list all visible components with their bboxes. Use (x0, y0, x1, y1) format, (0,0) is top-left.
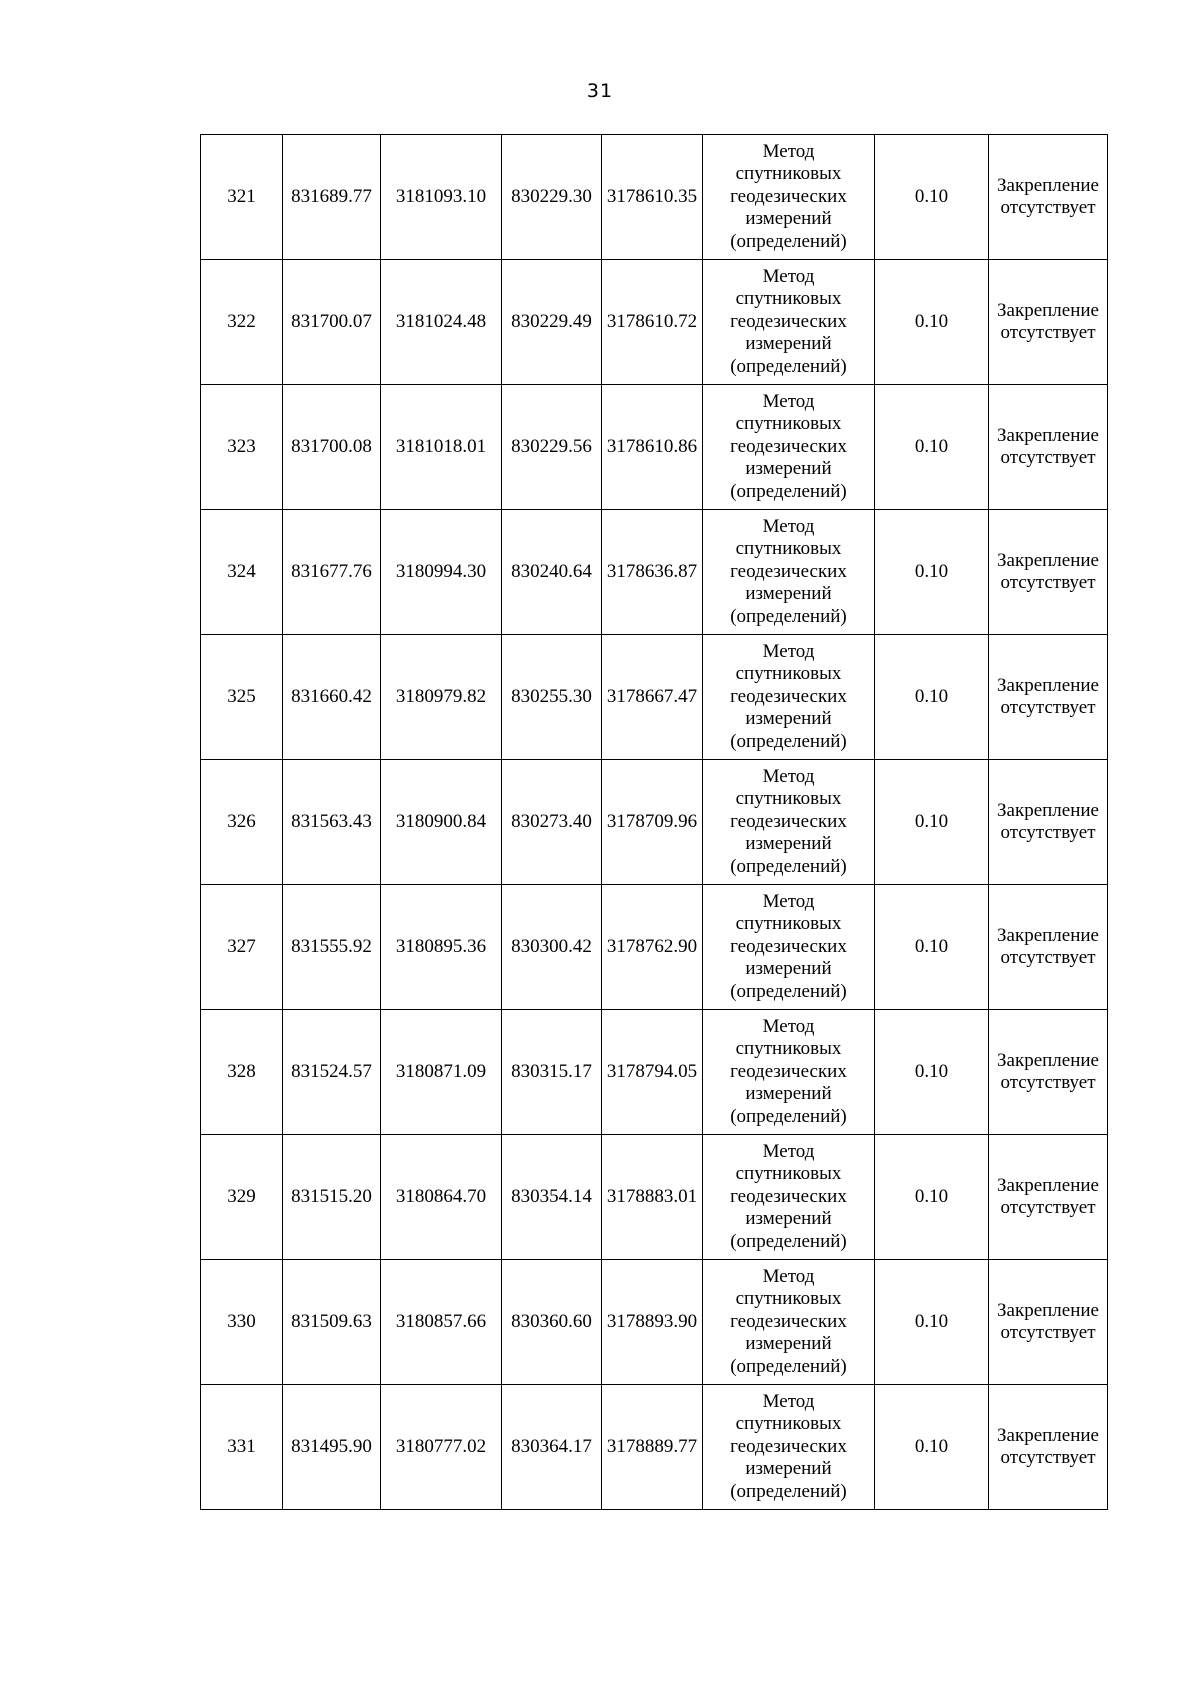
x1-coordinate-cell: 831677.76 (283, 510, 381, 635)
method-text-line: спутниковых (735, 413, 842, 435)
point-number-cell: 321 (201, 135, 283, 260)
y1-coordinate-cell: 3180895.36 (381, 885, 502, 1010)
method-text-line: (определений) (730, 855, 847, 877)
method-text-line: геодезических (730, 1185, 847, 1207)
x2-coordinate-cell: 830315.17 (502, 1010, 602, 1135)
fixing-text-line: отсутствует (1000, 572, 1096, 593)
y2-coordinate-cell: 3178762.90 (602, 885, 703, 1010)
method-text-line: измерений (745, 458, 832, 480)
y1-coordinate-cell: 3181093.10 (381, 135, 502, 260)
method-text-line: измерений (745, 208, 832, 230)
method-text-line: измерений (745, 833, 832, 855)
y2-coordinate-cell: 3178883.01 (602, 1135, 703, 1260)
fixing-cell (989, 385, 1108, 510)
fixing-cell (989, 635, 1108, 760)
x2-coordinate-cell: 830360.60 (502, 1260, 602, 1385)
method-text-line: (определений) (730, 1230, 847, 1252)
accuracy-cell: 0.10 (875, 1385, 989, 1510)
method-text-line: спутниковых (735, 1288, 842, 1310)
table-row (201, 1385, 1108, 1510)
table-row (201, 510, 1108, 635)
method-text-line: измерений (745, 958, 832, 980)
fixing-text-line: Закрепление (997, 174, 1099, 196)
y2-coordinate-cell: 3178709.96 (602, 760, 703, 885)
x2-coordinate-cell: 830354.14 (502, 1135, 602, 1260)
table-row (201, 1135, 1108, 1260)
method-text-line: геодезических (730, 935, 847, 957)
fixing-text-line: отсутствует (1000, 197, 1096, 218)
method-text-line: измерений (745, 1083, 832, 1105)
y1-coordinate-cell: 3180871.09 (381, 1010, 502, 1135)
method-cell (703, 760, 875, 885)
method-cell (703, 385, 875, 510)
method-text-line: Метод (762, 765, 815, 787)
x1-coordinate-cell: 831509.63 (283, 1260, 381, 1385)
fixing-text-line: Закрепление (997, 1424, 1099, 1446)
accuracy-cell: 0.10 (875, 135, 989, 260)
x1-coordinate-cell: 831555.92 (283, 885, 381, 1010)
point-number-cell: 324 (201, 510, 283, 635)
method-text-line: спутниковых (735, 663, 842, 685)
fixing-cell (989, 135, 1108, 260)
method-text-line: Метод (762, 640, 815, 662)
y1-coordinate-cell: 3181018.01 (381, 385, 502, 510)
fixing-text-line: отсутствует (1000, 1447, 1096, 1468)
method-text-line: геодезических (730, 1435, 847, 1457)
x1-coordinate-cell: 831524.57 (283, 1010, 381, 1135)
point-number-cell: 326 (201, 760, 283, 885)
method-text-line: измерений (745, 1333, 832, 1355)
accuracy-cell: 0.10 (875, 260, 989, 385)
fixing-text-line: отсутствует (1000, 1072, 1096, 1093)
y1-coordinate-cell: 3180857.66 (381, 1260, 502, 1385)
method-text-line: спутниковых (735, 913, 842, 935)
method-text-line: геодезических (730, 810, 847, 832)
method-text-line: Метод (762, 1265, 815, 1287)
fixing-cell (989, 260, 1108, 385)
y2-coordinate-cell: 3178636.87 (602, 510, 703, 635)
method-text-line: измерений (745, 1208, 832, 1230)
method-text-line: Метод (762, 390, 815, 412)
method-cell (703, 885, 875, 1010)
accuracy-cell: 0.10 (875, 1260, 989, 1385)
y2-coordinate-cell: 3178610.72 (602, 260, 703, 385)
fixing-text-line: отсутствует (1000, 822, 1096, 843)
fixing-text-line: отсутствует (1000, 1197, 1096, 1218)
x2-coordinate-cell: 830229.49 (502, 260, 602, 385)
point-number-cell: 323 (201, 385, 283, 510)
fixing-text-line: Закрепление (997, 424, 1099, 446)
table-row (201, 135, 1108, 260)
accuracy-cell: 0.10 (875, 760, 989, 885)
fixing-text-line: отсутствует (1000, 1322, 1096, 1343)
point-number-cell: 327 (201, 885, 283, 1010)
point-number-cell: 325 (201, 635, 283, 760)
method-cell (703, 1010, 875, 1135)
fixing-text-line: Закрепление (997, 1299, 1099, 1321)
table-row (201, 1260, 1108, 1385)
method-cell (703, 510, 875, 635)
point-number-cell: 322 (201, 260, 283, 385)
method-text-line: Метод (762, 265, 815, 287)
method-text-line: (определений) (730, 355, 847, 377)
x2-coordinate-cell: 830273.40 (502, 760, 602, 885)
table-row (201, 1010, 1108, 1135)
fixing-text-line: Закрепление (997, 1049, 1099, 1071)
method-text-line: геодезических (730, 1060, 847, 1082)
fixing-text-line: отсутствует (1000, 947, 1096, 968)
y2-coordinate-cell: 3178794.05 (602, 1010, 703, 1135)
method-text-line: Метод (762, 890, 815, 912)
method-text-line: спутниковых (735, 538, 842, 560)
accuracy-cell: 0.10 (875, 385, 989, 510)
x2-coordinate-cell: 830300.42 (502, 885, 602, 1010)
accuracy-cell: 0.10 (875, 635, 989, 760)
method-text-line: (определений) (730, 230, 847, 252)
method-text-line: (определений) (730, 605, 847, 627)
y2-coordinate-cell: 3178893.90 (602, 1260, 703, 1385)
fixing-cell (989, 510, 1108, 635)
method-text-line: (определений) (730, 980, 847, 1002)
method-text-line: Метод (762, 140, 815, 162)
fixing-text-line: Закрепление (997, 299, 1099, 321)
x2-coordinate-cell: 830255.30 (502, 635, 602, 760)
fixing-cell (989, 1260, 1108, 1385)
method-text-line: Метод (762, 1140, 815, 1162)
method-text-line: Метод (762, 1390, 815, 1412)
method-text-line: спутниковых (735, 288, 842, 310)
point-number-cell: 331 (201, 1385, 283, 1510)
method-text-line: спутниковых (735, 788, 842, 810)
y1-coordinate-cell: 3180900.84 (381, 760, 502, 885)
x1-coordinate-cell: 831700.08 (283, 385, 381, 510)
method-text-line: спутниковых (735, 163, 842, 185)
x2-coordinate-cell: 830240.64 (502, 510, 602, 635)
coordinates-table (200, 134, 1108, 1510)
fixing-cell (989, 1135, 1108, 1260)
method-text-line: измерений (745, 333, 832, 355)
method-text-line: Метод (762, 1015, 815, 1037)
method-text-line: геодезических (730, 560, 847, 582)
y2-coordinate-cell: 3178610.35 (602, 135, 703, 260)
method-text-line: Метод (762, 515, 815, 537)
method-text-line: (определений) (730, 1105, 847, 1127)
method-text-line: измерений (745, 1458, 832, 1480)
page-number: 31 (586, 80, 614, 102)
y2-coordinate-cell: 3178667.47 (602, 635, 703, 760)
method-text-line: геодезических (730, 185, 847, 207)
x2-coordinate-cell: 830364.17 (502, 1385, 602, 1510)
method-text-line: геодезических (730, 310, 847, 332)
point-number-cell: 329 (201, 1135, 283, 1260)
method-text-line: (определений) (730, 1480, 847, 1502)
x2-coordinate-cell: 830229.30 (502, 135, 602, 260)
accuracy-cell: 0.10 (875, 1135, 989, 1260)
fixing-text-line: отсутствует (1000, 697, 1096, 718)
method-text-line: измерений (745, 583, 832, 605)
y2-coordinate-cell: 3178610.86 (602, 385, 703, 510)
fixing-text-line: отсутствует (1000, 322, 1096, 343)
y1-coordinate-cell: 3181024.48 (381, 260, 502, 385)
method-cell (703, 635, 875, 760)
fixing-cell (989, 1385, 1108, 1510)
point-number-cell: 330 (201, 1260, 283, 1385)
fixing-text-line: Закрепление (997, 1174, 1099, 1196)
method-text-line: спутниковых (735, 1163, 842, 1185)
method-text-line: спутниковых (735, 1413, 842, 1435)
method-text-line: измерений (745, 708, 832, 730)
table-row (201, 385, 1108, 510)
method-cell (703, 1260, 875, 1385)
point-number-cell: 328 (201, 1010, 283, 1135)
method-cell (703, 135, 875, 260)
fixing-text-line: Закрепление (997, 549, 1099, 571)
x1-coordinate-cell: 831689.77 (283, 135, 381, 260)
method-cell (703, 260, 875, 385)
method-text-line: (определений) (730, 480, 847, 502)
method-text-line: спутниковых (735, 1038, 842, 1060)
y1-coordinate-cell: 3180979.82 (381, 635, 502, 760)
method-cell (703, 1385, 875, 1510)
y1-coordinate-cell: 3180994.30 (381, 510, 502, 635)
fixing-cell (989, 1010, 1108, 1135)
fixing-text-line: Закрепление (997, 924, 1099, 946)
accuracy-cell: 0.10 (875, 510, 989, 635)
method-text-line: геодезических (730, 435, 847, 457)
x2-coordinate-cell: 830229.56 (502, 385, 602, 510)
fixing-text-line: Закрепление (997, 674, 1099, 696)
method-text-line: геодезических (730, 685, 847, 707)
y1-coordinate-cell: 3180864.70 (381, 1135, 502, 1260)
x1-coordinate-cell: 831495.90 (283, 1385, 381, 1510)
x1-coordinate-cell: 831660.42 (283, 635, 381, 760)
fixing-cell (989, 760, 1108, 885)
fixing-text-line: Закрепление (997, 799, 1099, 821)
coordinates-table-body (201, 135, 1108, 1510)
x1-coordinate-cell: 831700.07 (283, 260, 381, 385)
method-cell (703, 1135, 875, 1260)
fixing-cell (989, 885, 1108, 1010)
accuracy-cell: 0.10 (875, 885, 989, 1010)
y2-coordinate-cell: 3178889.77 (602, 1385, 703, 1510)
x1-coordinate-cell: 831515.20 (283, 1135, 381, 1260)
table-row (201, 635, 1108, 760)
method-text-line: геодезических (730, 1310, 847, 1332)
fixing-text-line: отсутствует (1000, 447, 1096, 468)
accuracy-cell: 0.10 (875, 1010, 989, 1135)
table-row (201, 760, 1108, 885)
table-row (201, 885, 1108, 1010)
table-row (201, 260, 1108, 385)
method-text-line: (определений) (730, 1355, 847, 1377)
x1-coordinate-cell: 831563.43 (283, 760, 381, 885)
y1-coordinate-cell: 3180777.02 (381, 1385, 502, 1510)
method-text-line: (определений) (730, 730, 847, 752)
